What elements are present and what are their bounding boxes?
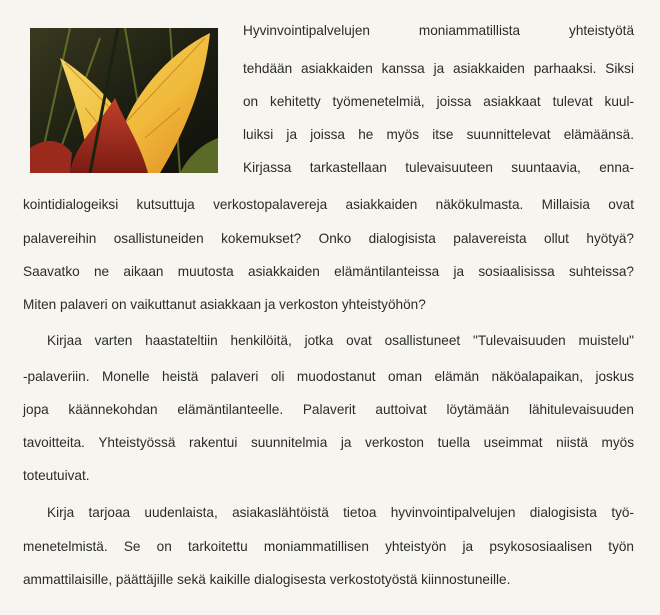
paragraph-4-line-1: Kirja tarjoaa uudenlaista, asiakaslähtöistä tietoa hyvinvointipalvelujen dialogisista työ- xyxy=(47,505,634,520)
paragraph-2-line-1: Kirjassa tarkastellaan tulevaisuuteen suuntaavia, enna- xyxy=(243,160,634,175)
paragraph-2-line-4: Saavatko ne aikaan muutosta asiakkaiden elämäntilanteissa ja sosiaalisissa suhteissa? xyxy=(23,264,634,279)
paragraph-4-line-3: ammattilaisille, päättäjille sekä kaikille dialogisesta verkostotyöstä kiinnostuneille. xyxy=(23,572,511,587)
paragraph-3-line-1: Kirjaa varten haastateltiin henkilöitä, jotka ovat osallistuneet "Tulevaisuuden muistelu" xyxy=(47,333,634,348)
paragraph-3-line-3: jopa käännekohdan elämäntilanteelle. Palaverit auttoivat löytämään lähitulevaisuuden xyxy=(23,402,634,417)
leaf-illustration xyxy=(30,28,218,173)
paragraph-2-line-3: palavereihin osallistuneiden kokemukset? Onko dialogisista palavereista ollut hyötyä? xyxy=(23,231,634,246)
paragraph-1-line-2: tehdään asiakkaiden kanssa ja asiakkaiden parhaaksi. Siksi xyxy=(243,61,634,76)
paragraph-3-line-5: toteutuivat. xyxy=(23,468,90,483)
paragraph-1-line-3: on kehitetty työmenetelmiä, joissa asiakkaat tulevat kuul- xyxy=(243,94,634,109)
paragraph-2-line-2: kointidialogeiksi kutsuttuja verkostopalavereja asiakkaiden näkökulmasta. Millaisia ovat xyxy=(23,197,634,212)
paragraph-4-line-2: menetelmistä. Se on tarkoitettu moniammatillisen yhteistyön ja psykososiaalisen työn xyxy=(23,539,634,554)
paragraph-3-line-2: -palaveriin. Monelle heistä palaveri oli muodostanut oman elämän näköalapaikan, joskus xyxy=(23,369,634,384)
paragraph-1-line-1: Hyvinvointipalvelujen moniammatillista yhteistyötä xyxy=(243,23,634,38)
cover-photo-autumn-leaves xyxy=(30,28,218,173)
paragraph-2-line-5: Miten palaveri on vaikuttanut asiakkaan ja verkoston yhteistyöhön? xyxy=(23,297,426,312)
paragraph-1-line-4: luiksi ja joissa he myös itse suunnittelevat elämäänsä. xyxy=(243,127,634,142)
paragraph-3-line-4: tavoitteita. Yhteistyössä rakentui suunnitelmia ja verkoston tuella useimmat niistä myös xyxy=(23,435,634,450)
